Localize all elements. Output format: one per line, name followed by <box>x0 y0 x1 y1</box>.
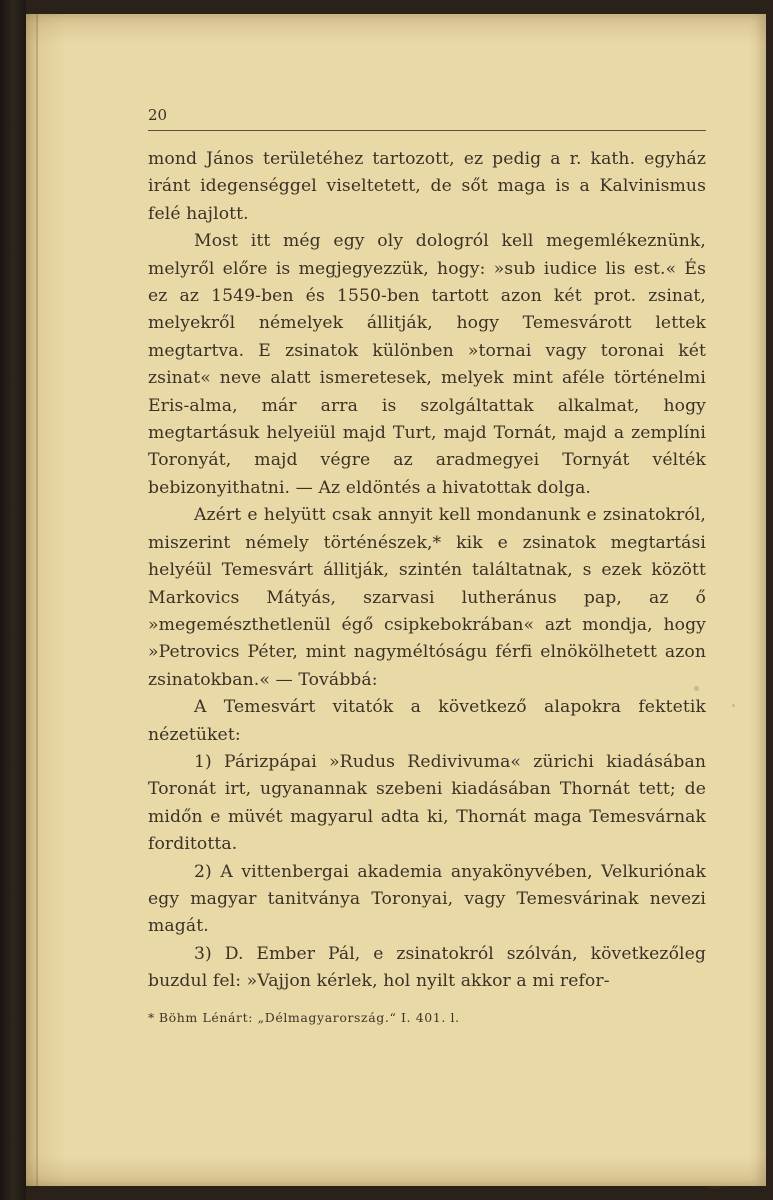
ink-speck <box>732 704 735 707</box>
page-number: 20 <box>148 106 168 124</box>
page-fold-shadow <box>36 14 38 1186</box>
footnote <box>148 1010 706 1025</box>
paragraph-argument-1: 1) Párizpápai »Rudus Redivivuma« zürichi kiadásában Toronát irt, ugyanannak szebeni kiadásában Thornát tett; de midőn e müvét magyarul adta ki, Thornát maga Temesvárnak forditotta. <box>148 751 706 855</box>
footnote-text: Böhm Lénárt: „Délmagyarország.“ I. 401. l. <box>158 1010 460 1025</box>
paragraph-arguments-intro: A Temesvárt vitatók a következő alapokra fektetik nézetüket: <box>148 697 706 745</box>
header-rule <box>148 130 706 131</box>
ink-speck <box>694 686 699 691</box>
ink-speck <box>708 1186 722 1189</box>
footnote-mark: * <box>148 1010 155 1025</box>
paragraph-continuation: mond János területéhez tartozott, ez pedig a r. kath. egyház iránt idegenséggel viseltetett, de sőt maga is a Kalvinismus felé hajlott. <box>148 149 706 224</box>
paragraph-synods: Most itt még egy oly dologról kell megemlékeznünk, melyről előre is megjegyezzük, hogy: »sub iudice lis est.« És ez az 1549-ben és 1550-ben tartott azon két prot. zsinat, melyekről némelyek állitják, hogy Temesvárott lettek megtartva. E zsinatok különben »tornai vagy toronai két zsinat« neve alatt ismeretesek, melyek mint aféle történelmi Eris-alma, már arra is szolgáltattak alkalmat, hogy megtartásuk helyeiül majd Turt, majd Tornát, majd a zemplíni Toronyát, majd végre az aradmegyei Tornyát vélték bebizonyithatni. — Az eldöntés a hivatottak dolga. <box>148 231 706 498</box>
book-spine <box>0 0 26 1200</box>
paragraph-argument-2: 2) A vittenbergai akademia anyakönyvében, Velkuriónak egy magyar tanitványa Toronyai, vagy Temesvárinak nevezi magát. <box>148 861 706 937</box>
body-text <box>148 146 706 996</box>
paragraph-argument-3: 3) D. Ember Pál, e zsinatokról szólván, következőleg buzdul fel: »Vajjon kérlek, hol nyilt akkor a mi refor- <box>148 943 706 992</box>
page-header <box>148 106 706 128</box>
paragraph-historians: Azért e helyütt csak annyit kell mondanunk e zsinatokról, miszerint némely történészek,* kik e zsinatok megtartási helyéül Temesvárt állitják, szintén találtatnak, s ezek között Markovics Mátyás, szarvasi lutheránus pap, az ő »megemészthetlenül égő csipkebokrában« azt mondja, hogy »Petrovics Péter, mint nagyméltóságu férfi elnökölhetett azon zsinatokban.« — Továbbá: <box>148 505 706 690</box>
